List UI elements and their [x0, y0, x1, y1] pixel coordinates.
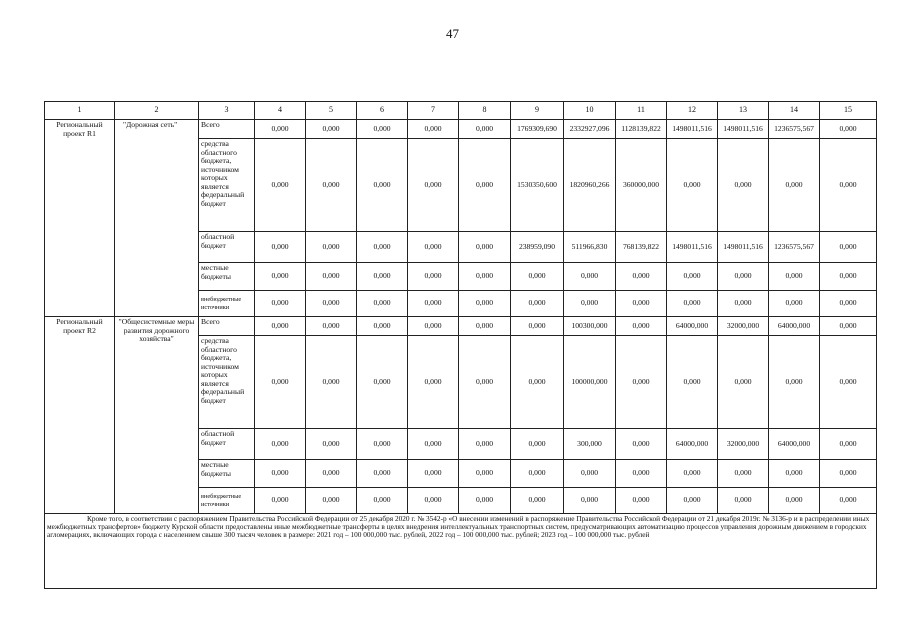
value-cell: 1236575,567 [769, 120, 820, 139]
value-cell: 0,000 [718, 488, 769, 514]
value-cell: 0,000 [667, 139, 718, 232]
value-cell: 0,000 [667, 336, 718, 429]
value-cell: 0,000 [408, 120, 459, 139]
header-cell: 3 [199, 102, 255, 120]
value-cell: 0,000 [459, 291, 511, 317]
header-cell: 7 [408, 102, 459, 120]
value-cell: 0,000 [616, 336, 667, 429]
value-cell: 238959,090 [511, 232, 564, 263]
value-cell: 0,000 [408, 263, 459, 291]
value-cell: 0,000 [511, 317, 564, 336]
note-row [45, 514, 877, 589]
header-cell: 10 [564, 102, 616, 120]
value-cell: 0,000 [459, 317, 511, 336]
funding-source-cell: местные бюджеты [199, 263, 255, 291]
value-cell: 0,000 [511, 488, 564, 514]
value-cell: 0,000 [357, 263, 408, 291]
value-cell: 0,000 [357, 139, 408, 232]
value-cell: 1820960,266 [564, 139, 616, 232]
header-cell: 1 [45, 102, 115, 120]
value-cell: 0,000 [408, 336, 459, 429]
funding-source-cell: Всего [199, 120, 255, 139]
value-cell: 64000,000 [667, 429, 718, 460]
value-cell: 511966,830 [564, 232, 616, 263]
project-name-cell: "Общесистемные меры развития дорожного хозяйства" [115, 317, 199, 514]
value-cell: 0,000 [408, 488, 459, 514]
value-cell: 0,000 [357, 429, 408, 460]
value-cell: 0,000 [306, 317, 357, 336]
header-cell: 13 [718, 102, 769, 120]
page-number: 47 [446, 26, 459, 41]
note-cell [45, 514, 877, 589]
value-cell: 0,000 [306, 336, 357, 429]
project-code-cell: Региональный проект R1 [45, 120, 115, 317]
value-cell: 0,000 [616, 291, 667, 317]
value-cell: 0,000 [769, 263, 820, 291]
value-cell: 1498011,516 [667, 232, 718, 263]
value-cell: 0,000 [820, 139, 877, 232]
value-cell: 0,000 [667, 460, 718, 488]
value-cell: 0,000 [255, 317, 306, 336]
project-code-cell: Региональный проект R2 [45, 317, 115, 514]
value-cell: 0,000 [306, 139, 357, 232]
value-cell: 2332927,096 [564, 120, 616, 139]
header-cell: 15 [820, 102, 877, 120]
value-cell: 0,000 [357, 120, 408, 139]
project-name-cell: "Дорожная сеть" [115, 120, 199, 317]
value-cell: 1128139,822 [616, 120, 667, 139]
value-cell: 0,000 [459, 429, 511, 460]
value-cell: 0,000 [408, 460, 459, 488]
value-cell: 0,000 [718, 291, 769, 317]
value-cell: 0,000 [511, 429, 564, 460]
value-cell: 0,000 [357, 460, 408, 488]
value-cell: 0,000 [459, 139, 511, 232]
value-cell: 64000,000 [667, 317, 718, 336]
funding-source-cell: областной бюджет [199, 429, 255, 460]
value-cell: 0,000 [255, 460, 306, 488]
value-cell: 0,000 [306, 263, 357, 291]
value-cell: 0,000 [820, 488, 877, 514]
value-cell: 0,000 [564, 488, 616, 514]
value-cell: 0,000 [459, 263, 511, 291]
note-text: Кроме того, в соответствии с распоряжением Правительства Российской Федерации от 25 декабря 2020 г. № 3542-р «О внесении изменений в распоряжение Правительства Российской Федерации от 21 декабря 2019г. № 3136-р и в распределении иных межбюджетных трансфертов» бюджету Курской области предоставлены иные межбюджетные трансферты в целях внедрения интеллектуальных транспортных систем, предусматривающих автоматизацию процессов управления дорожным движением в городских агломерациях, включающих города с населением свыше 300 тысяч человек в размере: 2021 год – 100 000,000 тыс. рублей, 2022 год – 100 000,000 тыс. рублей; 2023 год – 100 000,000 тыс. рублей [47, 514, 870, 540]
value-cell: 0,000 [255, 263, 306, 291]
value-cell: 0,000 [820, 263, 877, 291]
value-cell: 0,000 [306, 460, 357, 488]
value-cell: 0,000 [616, 488, 667, 514]
header-cell: 4 [255, 102, 306, 120]
value-cell: 0,000 [255, 336, 306, 429]
value-cell: 0,000 [255, 139, 306, 232]
value-cell: 0,000 [357, 232, 408, 263]
value-cell: 0,000 [718, 460, 769, 488]
value-cell: 1530350,600 [511, 139, 564, 232]
value-cell: 64000,000 [769, 429, 820, 460]
header-cell: 11 [616, 102, 667, 120]
table-row [45, 120, 877, 139]
funding-source-cell: местные бюджеты [199, 460, 255, 488]
value-cell: 1498011,516 [718, 120, 769, 139]
value-cell: 0,000 [306, 120, 357, 139]
value-cell: 0,000 [255, 291, 306, 317]
value-cell: 0,000 [459, 232, 511, 263]
value-cell: 0,000 [306, 232, 357, 263]
value-cell: 0,000 [616, 263, 667, 291]
value-cell: 0,000 [511, 263, 564, 291]
funding-source-cell: областной бюджет [199, 232, 255, 263]
value-cell: 0,000 [820, 291, 877, 317]
header-cell: 14 [769, 102, 820, 120]
value-cell: 0,000 [511, 336, 564, 429]
value-cell: 0,000 [408, 291, 459, 317]
value-cell: 1498011,516 [667, 120, 718, 139]
value-cell: 0,000 [769, 291, 820, 317]
budget-table [44, 101, 877, 589]
value-cell: 0,000 [408, 139, 459, 232]
value-cell: 64000,000 [769, 317, 820, 336]
value-cell: 0,000 [769, 139, 820, 232]
value-cell: 0,000 [357, 317, 408, 336]
value-cell: 0,000 [667, 291, 718, 317]
value-cell: 0,000 [616, 460, 667, 488]
value-cell: 0,000 [769, 488, 820, 514]
header-row [45, 102, 877, 120]
value-cell: 100300,000 [564, 317, 616, 336]
funding-source-cell: внебюджетные источники [199, 291, 255, 317]
value-cell: 0,000 [820, 317, 877, 336]
value-cell: 0,000 [408, 317, 459, 336]
value-cell: 0,000 [820, 232, 877, 263]
value-cell: 0,000 [408, 429, 459, 460]
value-cell: 0,000 [616, 317, 667, 336]
value-cell: 0,000 [564, 263, 616, 291]
funding-source-cell: средства областного бюджета, источником которых является федеральный бюджет [199, 139, 255, 232]
value-cell: 0,000 [357, 291, 408, 317]
value-cell: 0,000 [820, 460, 877, 488]
value-cell: 32000,000 [718, 429, 769, 460]
header-cell: 12 [667, 102, 718, 120]
value-cell: 0,000 [820, 336, 877, 429]
value-cell: 0,000 [718, 139, 769, 232]
value-cell: 0,000 [718, 263, 769, 291]
value-cell: 0,000 [667, 263, 718, 291]
value-cell: 0,000 [511, 291, 564, 317]
value-cell: 0,000 [459, 336, 511, 429]
value-cell: 0,000 [357, 336, 408, 429]
value-cell: 0,000 [459, 460, 511, 488]
header-cell: 8 [459, 102, 511, 120]
funding-source-cell: внебюджетные источники [199, 488, 255, 514]
value-cell: 0,000 [511, 460, 564, 488]
funding-source-cell: Всего [199, 317, 255, 336]
value-cell: 0,000 [718, 336, 769, 429]
header-cell: 6 [357, 102, 408, 120]
value-cell: 0,000 [306, 488, 357, 514]
value-cell: 0,000 [255, 232, 306, 263]
value-cell: 300,000 [564, 429, 616, 460]
value-cell: 0,000 [255, 120, 306, 139]
header-cell: 9 [511, 102, 564, 120]
value-cell: 0,000 [769, 336, 820, 429]
value-cell: 0,000 [769, 460, 820, 488]
value-cell: 0,000 [408, 232, 459, 263]
value-cell: 1769309,690 [511, 120, 564, 139]
value-cell: 1236575,567 [769, 232, 820, 263]
value-cell: 1498011,516 [718, 232, 769, 263]
value-cell: 0,000 [306, 429, 357, 460]
value-cell: 360000,000 [616, 139, 667, 232]
value-cell: 0,000 [616, 429, 667, 460]
value-cell: 0,000 [459, 488, 511, 514]
value-cell: 32000,000 [718, 317, 769, 336]
projects-body [45, 120, 877, 514]
header-cell: 5 [306, 102, 357, 120]
value-cell: 0,000 [820, 120, 877, 139]
header-cell: 2 [115, 102, 199, 120]
value-cell: 0,000 [820, 429, 877, 460]
value-cell: 100000,000 [564, 336, 616, 429]
value-cell: 0,000 [459, 120, 511, 139]
table-row [45, 317, 877, 336]
funding-source-cell: средства областного бюджета, источником которых является федеральный бюджет [199, 336, 255, 429]
value-cell: 0,000 [564, 291, 616, 317]
value-cell: 0,000 [357, 488, 408, 514]
value-cell: 0,000 [306, 291, 357, 317]
value-cell: 0,000 [667, 488, 718, 514]
value-cell: 0,000 [255, 488, 306, 514]
value-cell: 0,000 [255, 429, 306, 460]
value-cell: 0,000 [564, 460, 616, 488]
value-cell: 768139,822 [616, 232, 667, 263]
